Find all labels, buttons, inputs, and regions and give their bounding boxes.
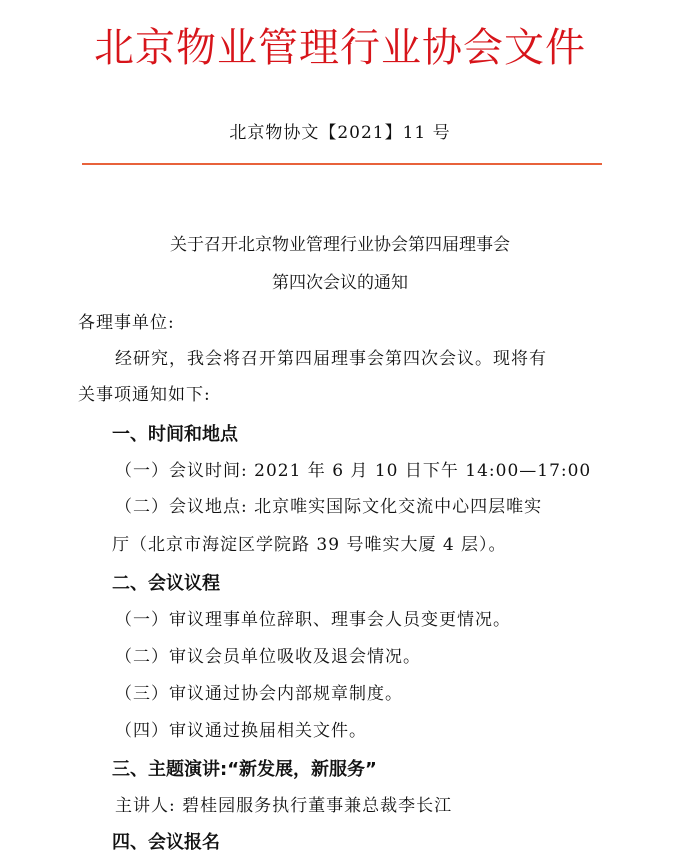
- notice-title-line1: 关于召开北京物业管理行业协会第四届理事会: [170, 235, 510, 255]
- notice-title-line2: 第四次会议的通知: [272, 273, 408, 293]
- document-header-title: 北京物业管理行业协会文件: [94, 25, 586, 71]
- document-number: 北京物协文【2021】11 号: [229, 123, 451, 143]
- section-heading-time-place: 一、时间和地点: [112, 424, 238, 445]
- header-divider: [82, 163, 602, 165]
- agenda-item: （三）审议通过协会内部规章制度。: [115, 684, 403, 704]
- keynote-speaker: 主讲人: 碧桂园服务执行董事兼总裁李长江: [115, 796, 453, 816]
- salutation: 各理事单位:: [78, 313, 175, 333]
- meeting-place-line1: （二）会议地点: 北京唯实国际文化交流中心四层唯实: [115, 497, 543, 517]
- section-heading-agenda: 二、会议议程: [112, 573, 220, 594]
- section-heading-registration: 四、会议报名: [112, 832, 220, 853]
- agenda-item: （一）审议理事单位辞职、理事会人员变更情况。: [115, 610, 511, 630]
- section-heading-keynote: 三、主题演讲:“新发展，新服务”: [112, 759, 377, 780]
- intro-paragraph-line2: 关事项通知如下:: [78, 385, 211, 405]
- agenda-item: （二）审议会员单位吸收及退会情况。: [115, 647, 421, 667]
- meeting-time: （一）会议时间: 2021 年 6 月 10 日下午 14:00—17:00: [115, 461, 592, 481]
- meeting-place-line2: 厅（北京市海淀区学院路 39 号唯实大厦 4 层）。: [112, 535, 507, 555]
- intro-paragraph-line1: 经研究，我会将召开第四届理事会第四次会议。现将有: [115, 349, 547, 369]
- agenda-item: （四）审议通过换届相关文件。: [115, 721, 367, 741]
